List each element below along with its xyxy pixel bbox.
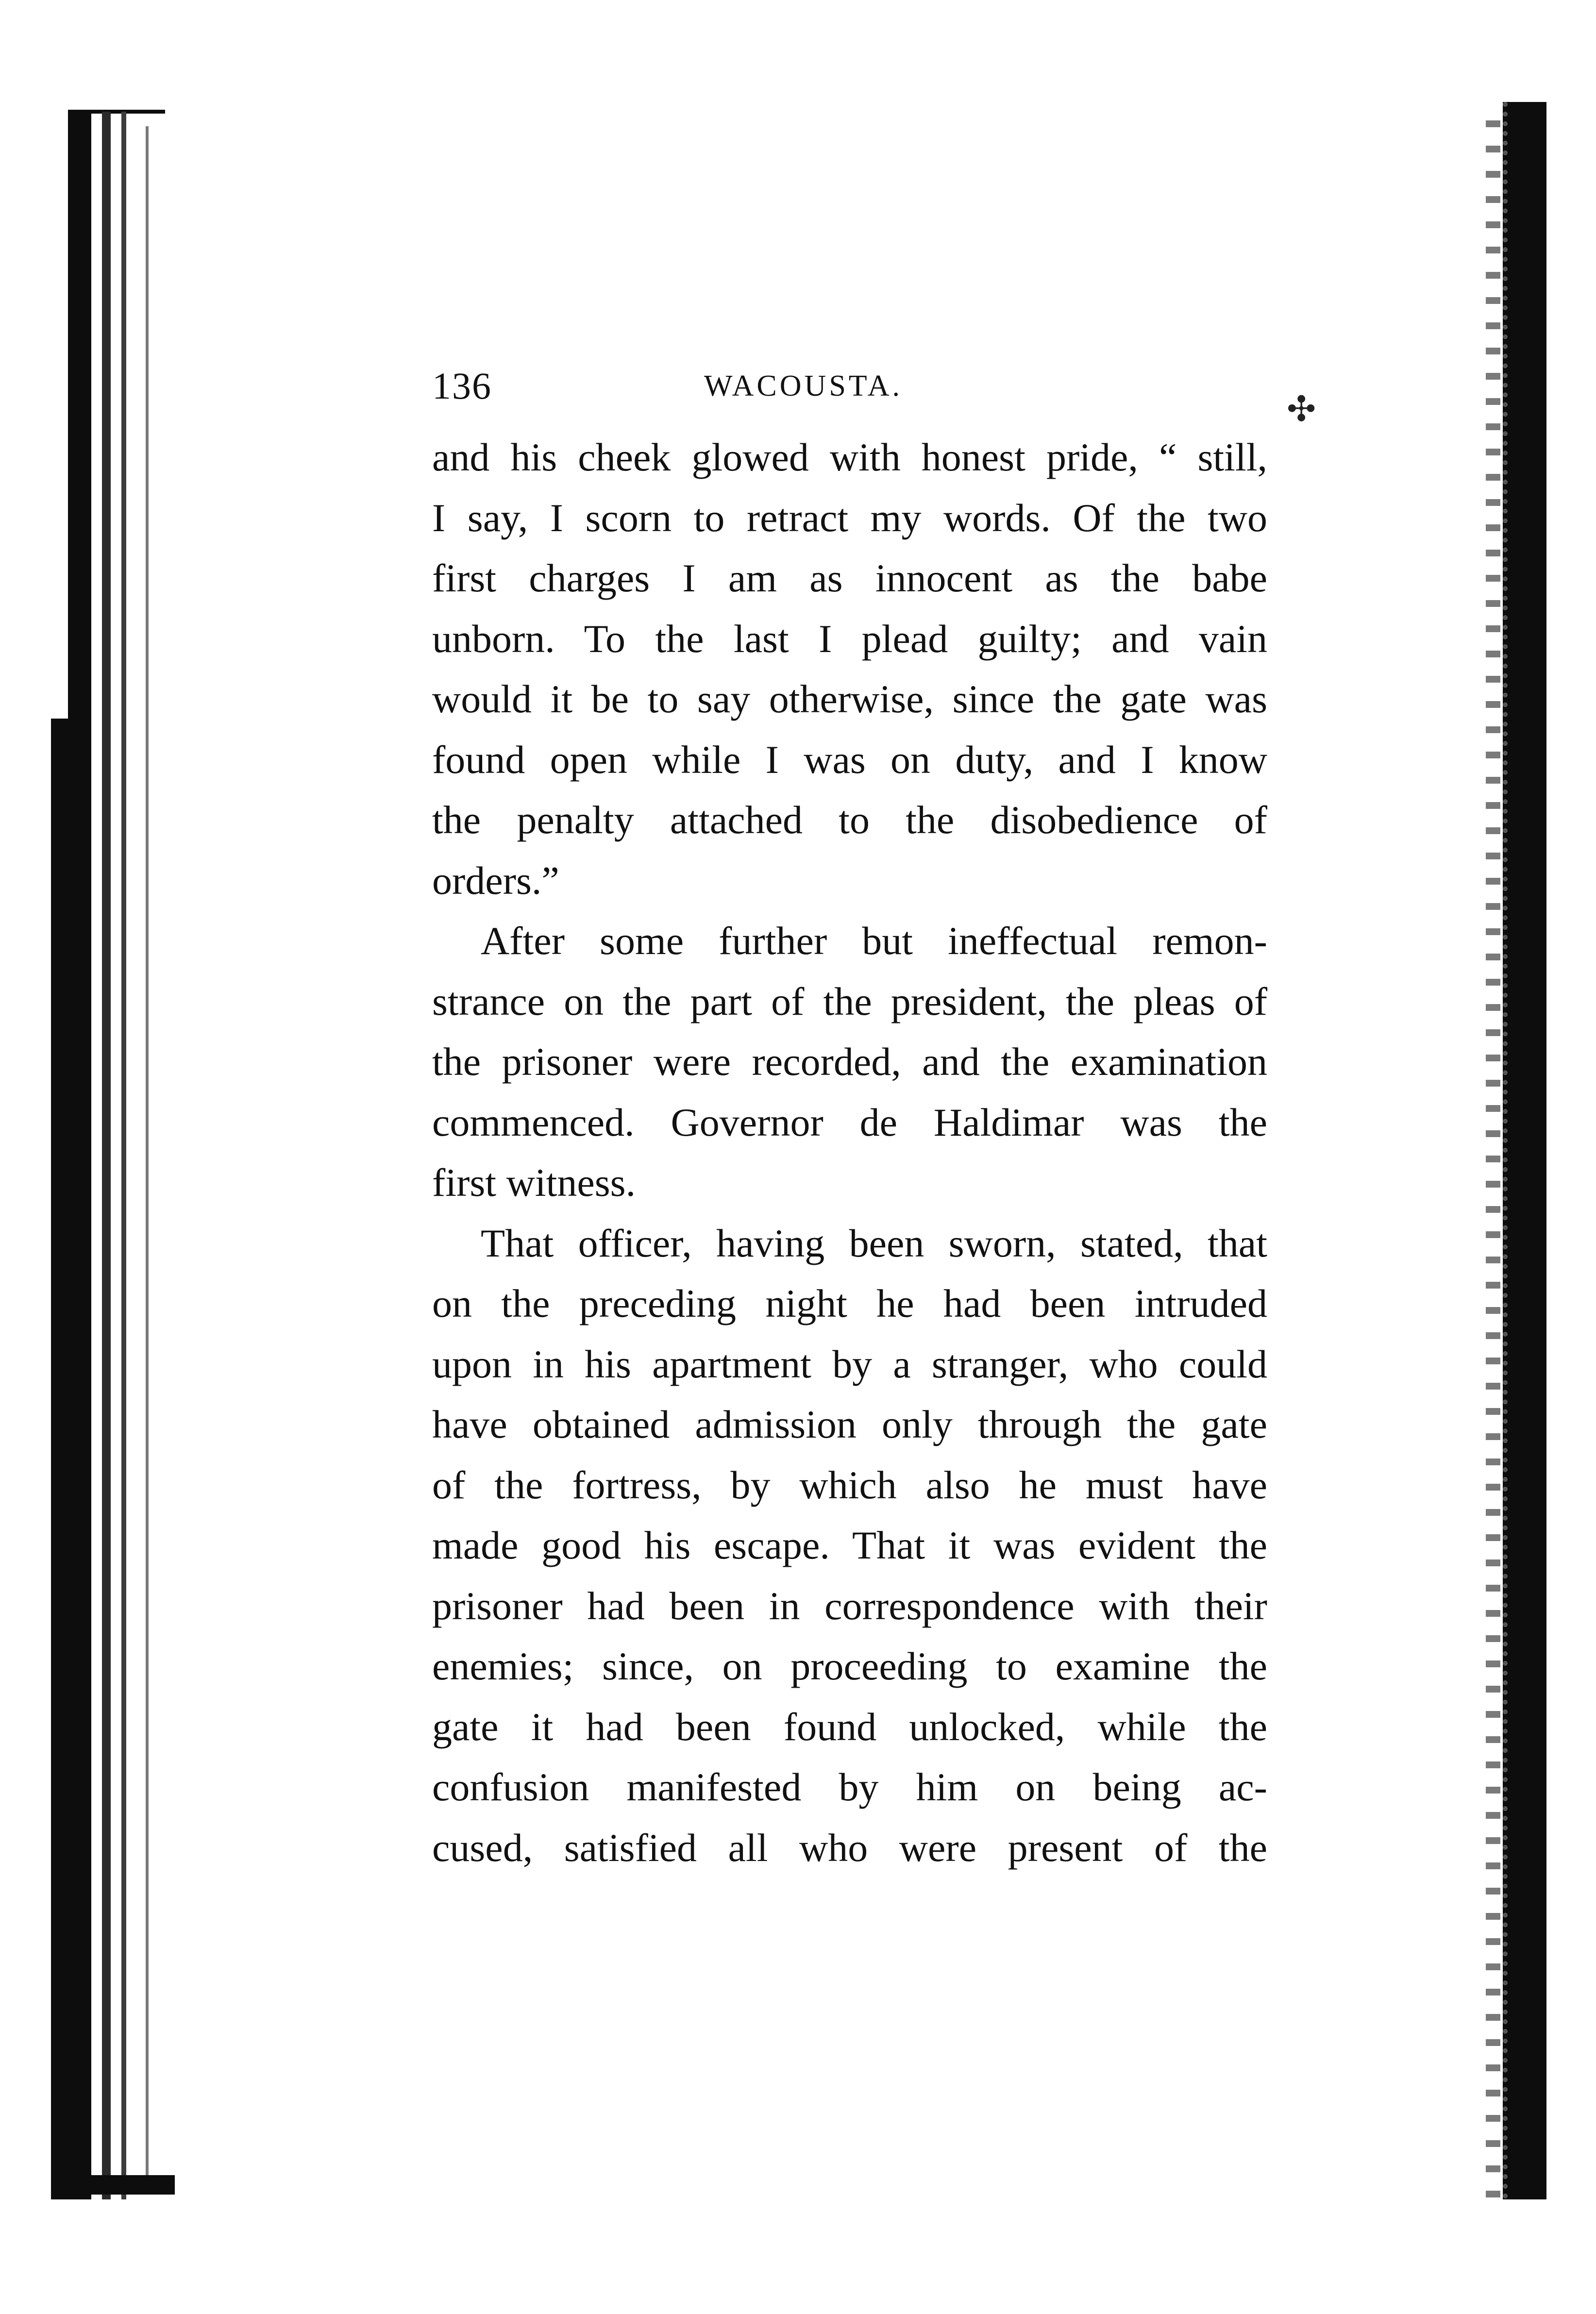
paragraph-3: [432, 1213, 1267, 1878]
text-line: strance on the part of the president, the pleas of: [432, 979, 1267, 1023]
scan-binding-edge-left: [68, 112, 91, 2199]
text-line: enemies; since, on proceeding to examine the: [432, 1644, 1267, 1688]
text-line: first charges I am as innocent as the babe: [432, 556, 1267, 600]
text-line: have obtained admission only through the gate: [432, 1402, 1267, 1446]
text-line: After some further but ineffectual remon-: [481, 919, 1267, 963]
text-line: of the fortress, by which also he must have: [432, 1462, 1267, 1507]
text-line: the prisoner were recorded, and the examination: [432, 1040, 1267, 1084]
paragraph-1: [432, 427, 1267, 911]
text-line: prisoner had been in correspondence with their: [432, 1583, 1267, 1628]
text-line: That officer, having been sworn, stated, that: [481, 1221, 1267, 1265]
text-line: would it be to say otherwise, since the gate was: [432, 677, 1267, 721]
text-line: first witness.: [432, 1160, 636, 1205]
text-line: gate it had been found unlocked, while the: [432, 1704, 1267, 1749]
scan-edge-bottom-left: [68, 2175, 175, 2195]
text-line: upon in his apartment by a stranger, who could: [432, 1341, 1267, 1386]
paragraph-2: [432, 911, 1267, 1213]
text-line: cused, satisfied all who were present of the: [432, 1825, 1267, 1870]
text-line: the penalty attached to the disobedience of: [432, 798, 1267, 842]
book-page: [432, 359, 1316, 1878]
running-head: [432, 359, 1316, 429]
scan-binding-edge-left-line: [121, 112, 126, 2199]
text-line: made good his escape. That it was evident the: [432, 1523, 1267, 1567]
text-line: confusion manifested by him on being ac-: [432, 1765, 1267, 1809]
scan-edge-speckle-right: [1486, 102, 1500, 2199]
scan-binding-edge-left-outer: [51, 719, 69, 2199]
text-line: commenced. Governor de Haldimar was the: [432, 1100, 1267, 1144]
ink-blot-mark: ✣: [1287, 390, 1316, 429]
text-line: on the preceding night he had been intruded: [432, 1281, 1267, 1325]
scan-binding-edge-right: [1503, 102, 1546, 2199]
running-title: WACOUSTA.: [704, 369, 903, 402]
text-line: I say, I scorn to retract my words. Of the two: [432, 495, 1267, 540]
text-line: orders.”: [432, 858, 559, 903]
page-number: 136: [432, 365, 492, 407]
text-line: found open while I was on duty, and I know: [432, 737, 1267, 782]
text-line: and his cheek glowed with honest pride, “ still,: [432, 435, 1267, 479]
scan-binding-edge-left-faint: [146, 126, 149, 2190]
text-line: unborn. To the last I plead guilty; and vain: [432, 616, 1267, 661]
scan-binding-edge-left-inner: [102, 112, 111, 2199]
